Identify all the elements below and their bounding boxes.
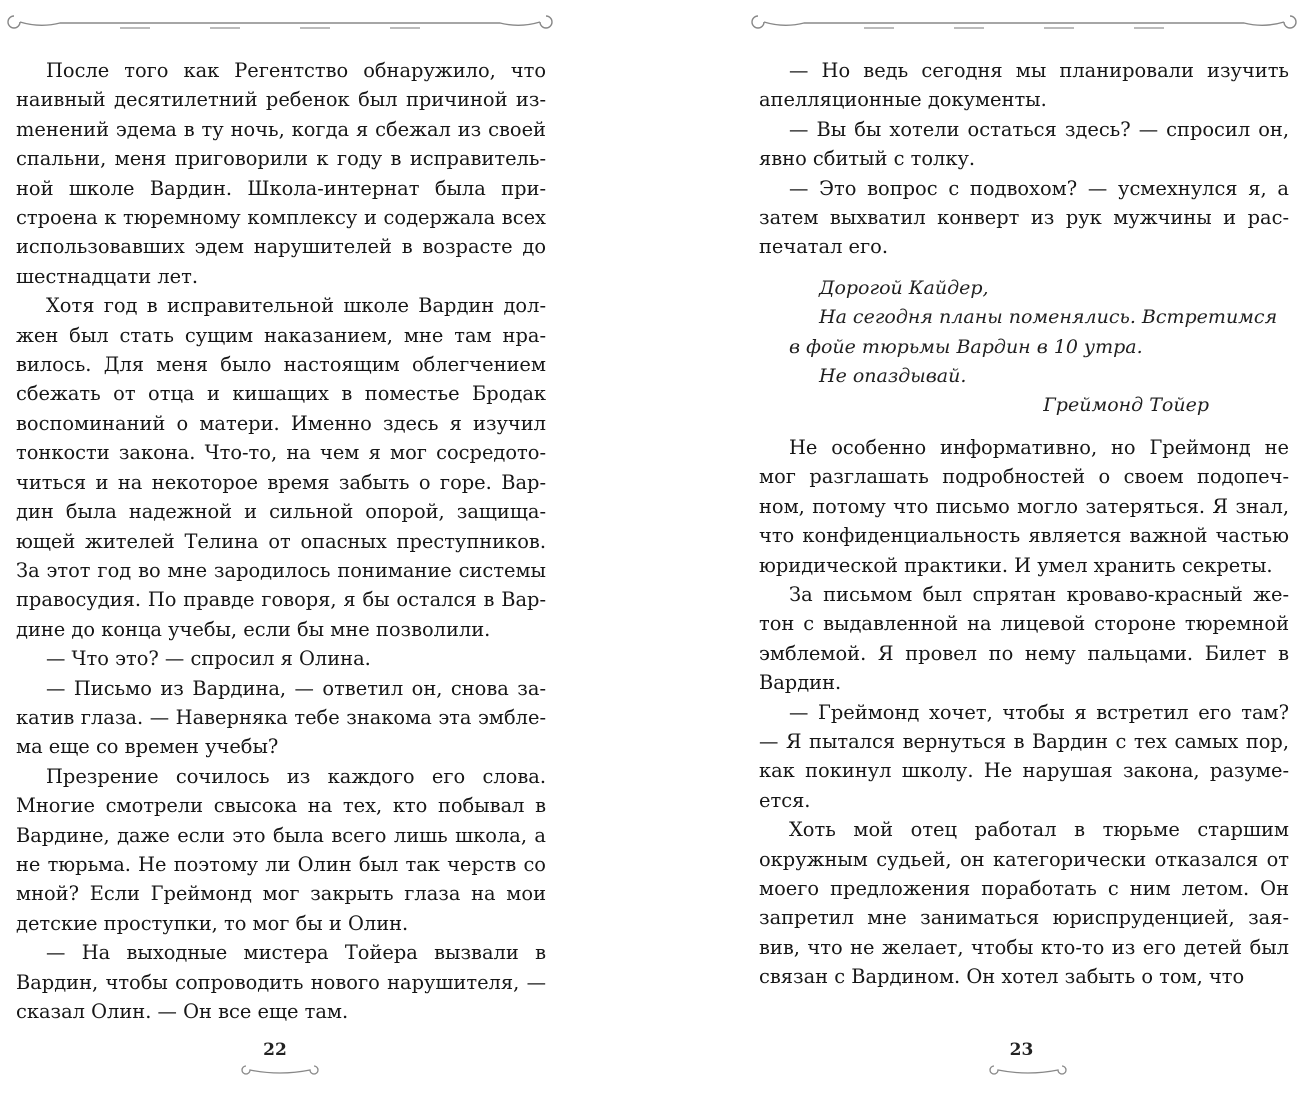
right-page bbox=[744, 0, 1304, 1100]
top-ornament-left bbox=[0, 8, 560, 34]
bottom-flourish-icon bbox=[986, 1062, 1070, 1078]
paragraph: — Что это? — спросил я Олина. bbox=[46, 647, 371, 671]
paragraph: После того как Регентство обнаружило, что наивный десятилетний ребенок был причиной изmенений эдема в ту ночь, когда я сбежал из своей спальни, меня приговорили к году в исправительной школе Вардин. Школа-интернат была пристроена к тюремному комплексу и содержала всех использовавших эдем нарушителей в возрасте до шестнадцати лет. bbox=[16, 59, 546, 288]
paragraph: — На выходные мистера Тойера вызвали в Вардин, чтобы сопроводить нового нарушителя, — сказал Олин. — Он все еще там. bbox=[16, 941, 546, 1023]
paragraph: Хотя год в исправительной школе Вардин должен был стать сущим наказанием, мне там нравилось. Для меня было настоящим облегчением сбежать от отца и кишащих в поместье Бродак воспоминаний о матери. Именно здесь я изучил тонкости закона. Что-то, на чем я мог сосредоточиться и на некоторое время забыть о горе. Вардин была надежной и сильной опорой, защищающей жителей Телина от опасных преступников. За этот год во мне зародилось понимание системы правосудия. По правде говоря, я бы остался в Вардине до конца учебы, если бы мне позволили. bbox=[16, 294, 546, 641]
paragraph: Презрение сочилось из каждого его слова. Многие смотрели свысока на тех, кто побывал в Вардине, даже если это была всего лишь школа, а не тюрьма. Не поэтому ли Олин был так черств со мной? Если Греймонд мог закрыть глаза на мои детские проступки, то мог бы и Олин. bbox=[16, 764, 546, 935]
flourish-icon bbox=[744, 8, 1304, 34]
left-page bbox=[0, 0, 560, 1100]
paragraph: За письмом был спрятан кроваво-красный жетон с выдавленной на лицевой стороне тюремной эмблемой. Я провел по нему пальцами. Билет в Вардин. bbox=[759, 582, 1289, 695]
bottom-flourish-icon bbox=[238, 1062, 322, 1078]
paragraph: — Вы бы хотели остаться здесь? — спросил он, явно сбитый с толку. bbox=[759, 117, 1289, 171]
letter-signature: Греймонд Тойер bbox=[1043, 394, 1209, 417]
letter-line: На сегодня планы поменялись. Встретимся bbox=[819, 306, 1278, 329]
paragraph: — Греймонд хочет, чтобы я встретил его там? — Я пытался вернуться в Вардин с тех самых пор, как покинул школу. Не нарушая закона, разумеется. bbox=[759, 700, 1289, 812]
left-text-block bbox=[16, 56, 546, 1026]
paragraph: Не особенно информативно, но Греймонд не мог разглашать подробностей о своем подопечном, потому что письмо могло затеряться. Я знал, что конфиденциальность является важной частью юридической практики. И умел хранить секреты. bbox=[759, 435, 1289, 577]
left-footer bbox=[0, 1040, 560, 1078]
paragraph: — Это вопрос с подвохом? — усмехнулся я, а затем выхватил конверт из рук мужчины и распечатал его. bbox=[759, 176, 1289, 259]
paragraph: — Но ведь сегодня мы планировали изучить апелляционные документы. bbox=[759, 59, 1289, 112]
right-text-block bbox=[759, 56, 1289, 992]
page-number: 22 bbox=[263, 1040, 287, 1060]
letter-line: в фойе тюрьмы Вардин в 10 утра. bbox=[789, 335, 1143, 358]
paragraph: Хоть мой отец работал в тюрьме старшим окружным судьей, он категорически отказался от моего предложения поработать с ним летом. Он запретил мне заниматься юриспруденцией, заявив, что не желает, чтобы кто-то из его детей был связан с Вардином. Он хотел забыть о том, что bbox=[759, 818, 1289, 989]
handwritten-letter bbox=[759, 274, 1289, 421]
paragraph: — Письмо из Вардина, — ответил он, снова закатив глаза. — Наверняка тебе знакома эта эмблема еще со времен учебы? bbox=[16, 676, 546, 759]
letter-line: Не опаздывай. bbox=[819, 365, 967, 388]
top-ornament-right bbox=[744, 8, 1304, 34]
letter-greeting: Дорогой Кайдер, bbox=[819, 276, 989, 299]
page-number: 23 bbox=[1009, 1040, 1034, 1060]
right-footer bbox=[744, 1040, 1304, 1078]
flourish-icon bbox=[0, 8, 560, 34]
